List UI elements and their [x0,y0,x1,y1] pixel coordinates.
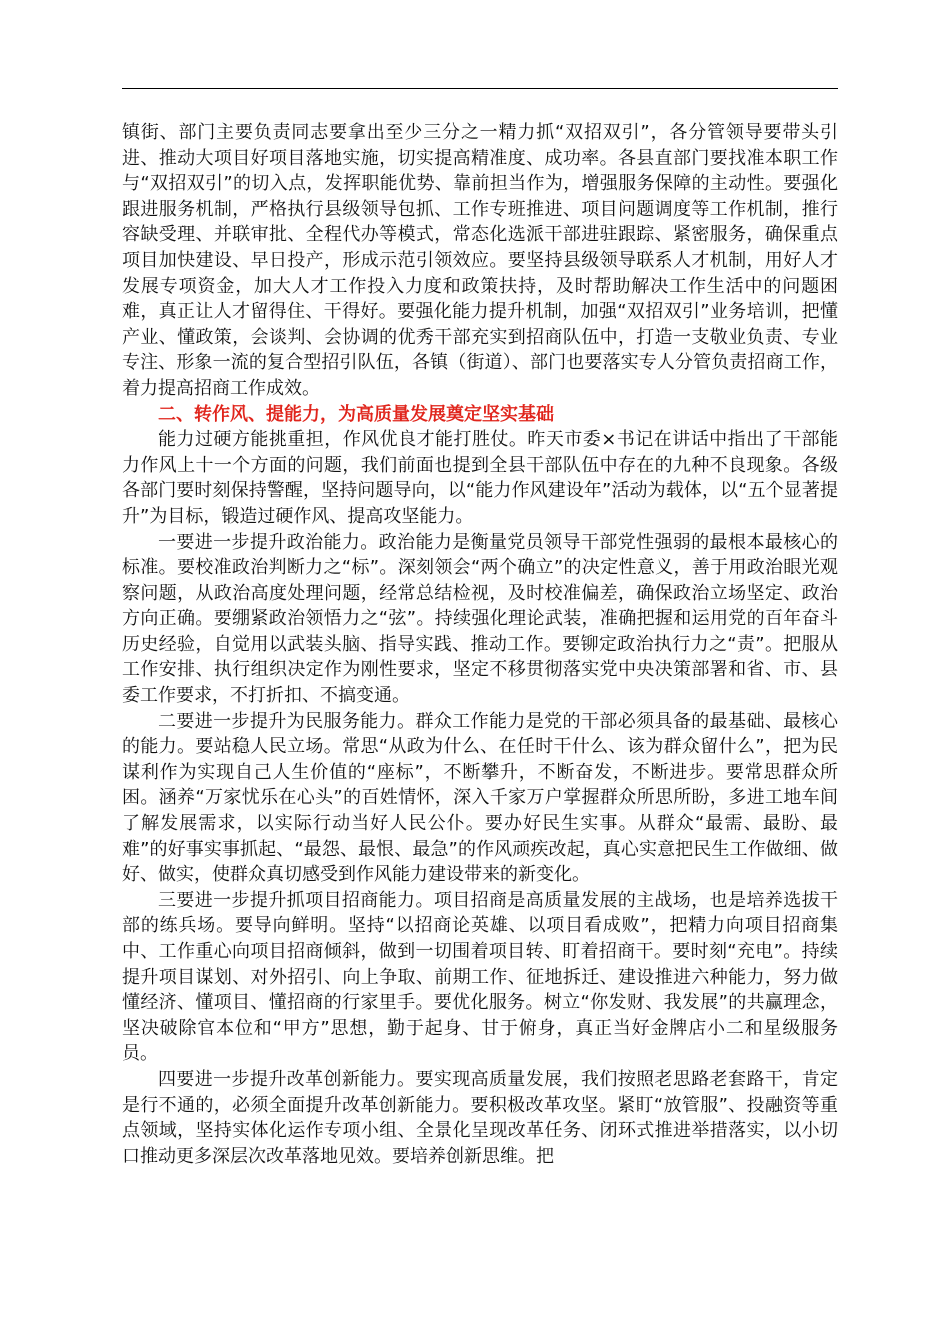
paragraph-political-ability: 一要进一步提升政治能力。政治能力是衡量党员领导干部党性强弱的最根本最核心的标准。要校准政治判断力之“标”。深刻领会“两个确立”的决定性意义，善于用政治眼光观察问题，从政治高度处理问题，经常总结检视，及时校准偏差，确保政治立场坚定、政治方向正确。要绷紧政治领悟力之“弦”。持续强化理论武装，准确把握和运用党的百年奋斗历史经验，自觉用以武装头脑、指导实践、推动工作。要铆定政治执行力之“责”。把服从工作安排、执行组织决定作为刚性要求，坚定不移贯彻落实党中央决策部署和省、市、县委工作要求，不打折扣、不搞变通。 [122,531,838,707]
header-rule [122,88,838,89]
paragraph-service-ability: 二要进一步提升为民服务能力。群众工作能力是党的干部必须具备的最基础、最核心的能力。要站稳人民立场。常思“从政为什么、在任时干什么、该为群众留什么”，把为民谋利作为实现自己人生价值的“座标”，不断攀升，不断奋发，不断进步。要常思群众所困。涵养“万家忧乐在心头”的百姓情怀，深入千家万户掌握群众所思所盼，多进工地车间了解发展需求，以实际行动当好人民公仆。要办好民生实事。从群众“最需、最盼、最难”的好事实事抓起、“最怨、最恨、最急”的作风顽疾改起，真心实意把民生工作做细、做好、做实，使群众真切感受到作风能力建设带来的新变化。 [122,710,838,886]
paragraph-intro: 能力过硬方能挑重担，作风优良才能打胜仗。昨天市委×书记在讲话中指出了干部能力作风上十一个方面的问题，我们前面也提到全县干部队伍中存在的九种不良现象。各级各部门要时刻保持警醒，坚持问题导向，以“能力作风建设年”活动为载体，以“五个显著提升”为目标，锻造过硬作风、提高攻坚能力。 [122,429,838,527]
section-heading: 二、转作风、提能力，为高质量发展奠定坚实基础 [158,403,554,425]
paragraph-project-ability: 三要进一步提升抓项目招商能力。项目招商是高质量发展的主战场，也是培养选拔干部的练兵场。要导向鲜明。坚持“以招商论英雄、以项目看成败”，把精力向项目招商集中、工作重心向项目招商倾斜，做到一切围着项目转、盯着招商干。要时刻“充电”。持续提升项目谋划、对外招引、向上争取、前期工作、征地拆迁、建设推进六种能力，努力做懂经济、懂项目、懂招商的行家里手。要优化服务。树立“你发财、我发展”的共赢理念，坚决破除官本位和“甲方”思想，勤于起身、甘于俯身，真正当好金牌店小二和星级服务员。 [122,889,838,1065]
document-body [122,120,838,1169]
paragraph-reform-ability: 四要进一步提升改革创新能力。要实现高质量发展，我们按照老思路老套路干，肯定是行不通的，必须全面提升改革创新能力。要积极改革攻坚。紧盯“放管服”、投融资等重点领域，坚持实体化运作专项小组、全景化呈现改革任务、闭环式推进举措落实，以小切口推动更多深层次改革落地见效。要培养创新思维。把 [122,1068,838,1167]
paragraph-continuation: 镇街、部门主要负责同志要拿出至少三分之一精力抓“双招双引”，各分管领导要带头引进、推动大项目好项目落地实施，切实提高精准度、成功率。各县直部门要找准本职工作与“双招双引”的切入点，发挥职能优势、靠前担当作为，增强服务保障的主动性。要强化跟进服务机制，严格执行县级领导包抓、工作专班推进、项目问题调度等工作机制，推行容缺受理、并联审批、全程代办等模式，常态化选派干部进驻跟踪、紧密服务，确保重点项目加快建设、早日投产，形成示范引领效应。要坚持县级领导联系人才机制，用好人才发展专项资金，加大人才工作投入力度和政策扶持，及时帮助解决工作生活中的问题困难，真正让人才留得住、干得好。要强化能力提升机制，加强“双招双引”业务培训，把懂产业、懂政策，会谈判、会协调的优秀干部充实到招商队伍中，打造一支敬业负责、专业专注、形象一流的复合型招引队伍，各镇（街道）、部门也要落实专人分管负责招商工作，着力提高招商工作成效。 [122,122,838,399]
